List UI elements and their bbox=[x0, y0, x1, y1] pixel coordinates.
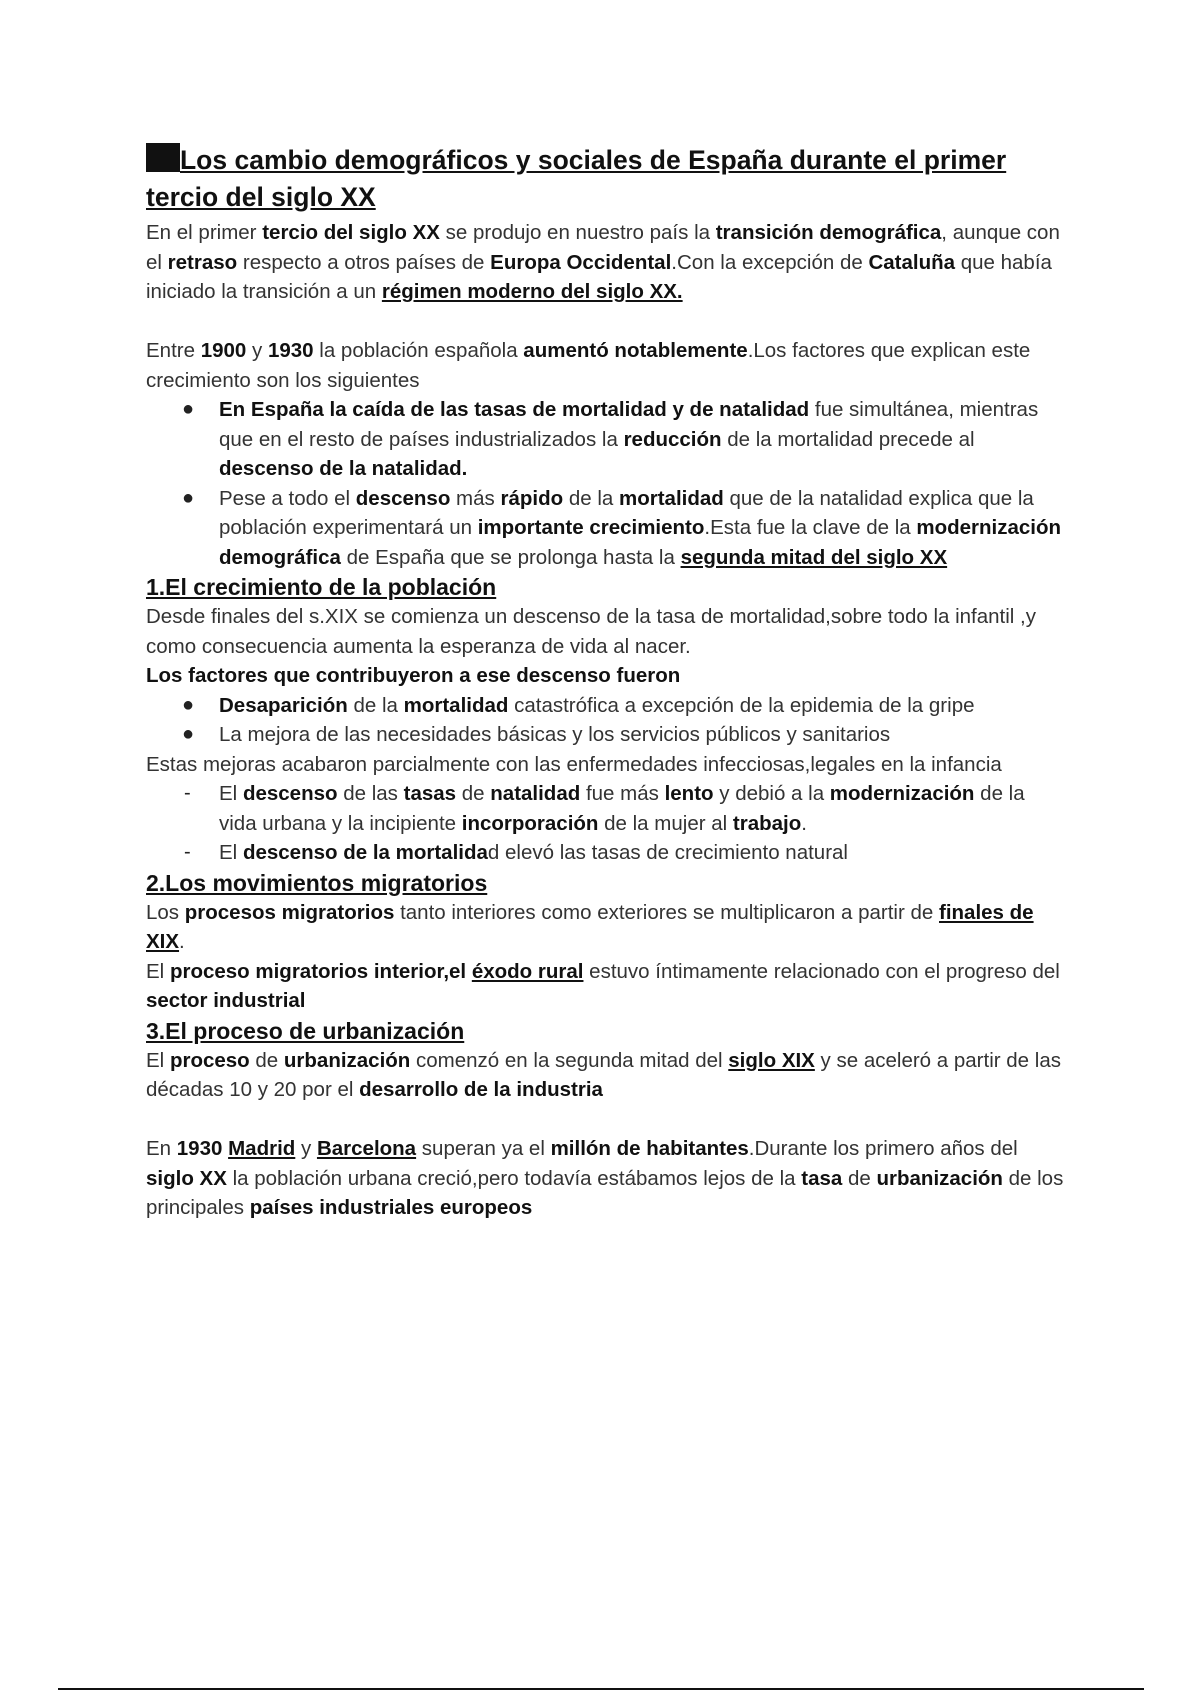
bullet-marker: ● bbox=[182, 693, 195, 716]
population-growth-paragraph: Entre 1900 y 1930 la población española aumentó notablemente.Los factores que explican este crecimiento son los siguientes bbox=[146, 339, 1031, 392]
intro-paragraph: En el primer tercio del siglo XX se produjo en nuestro país la transición demográfica, aunque con el retraso respecto a otros países de Europa Occidental.Con la excepción de Cataluña que había iniciado la transición a un régimen moderno del siglo XX. bbox=[146, 221, 1060, 303]
natality-mortality-dash-list bbox=[146, 779, 1066, 868]
blank-line bbox=[146, 1105, 1066, 1135]
list-item: ● Desaparición de la mortalidad catastrófica a excepción de la epidemia de la gripe bbox=[146, 691, 1066, 721]
list-item: ● Pese a todo el descenso más rápido de la mortalidad que de la natalidad explica que la población experimentará un importante crecimiento.Esta fue la clave de la modernización demográfica de España que se prolonga hasta la segunda mitad del siglo XX bbox=[146, 484, 1066, 573]
list-item: ● En España la caída de las tasas de mortalidad y de natalidad fue simultánea, mientras que en el resto de países industrializados la reducción de la mortalidad precede al descenso de la natalidad. bbox=[146, 395, 1066, 484]
title-text: Los cambio demográficos y sociales de España durante el primer tercio del siglo XX bbox=[146, 145, 1007, 212]
section1-text: Desde finales del s.XIX se comienza un descenso de la tasa de mortalidad,sobre todo la infantil ,y como consecuencia aumenta la esperanza de vida al nacer. bbox=[146, 605, 1036, 658]
bullet-marker: ● bbox=[182, 398, 195, 420]
section-heading-urbanization: 3.El proceso de urbanización bbox=[146, 1017, 465, 1044]
dash-marker: - bbox=[184, 782, 191, 804]
section3-paragraph-2: En 1930 Madrid y Barcelona superan ya el millón de habitantes.Durante los primero años del siglo XX la población urbana creció,pero todavía estábamos lejos de la tasa de urbanización de los principales países industriales europeos bbox=[146, 1137, 1064, 1219]
list-item: - El descenso de la mortalidad elevó las tasas de crecimiento natural bbox=[146, 838, 1066, 868]
mortality-factors-list bbox=[146, 691, 1066, 750]
title-block-marker bbox=[146, 143, 180, 172]
section1-factors-heading: Los factores que contribuyeron a ese descenso fueron bbox=[146, 664, 681, 687]
bullet-marker: ● bbox=[182, 723, 195, 745]
dash-marker: - bbox=[184, 841, 191, 863]
bullet-marker: ● bbox=[182, 486, 195, 509]
growth-factors-list bbox=[146, 395, 1066, 572]
page-bottom-rule bbox=[58, 1688, 1144, 1690]
document-title bbox=[146, 142, 1066, 216]
blank-line bbox=[146, 307, 1066, 337]
document-page bbox=[146, 142, 1066, 1223]
section2-paragraph-2: El proceso migratorios interior,el éxodo rural estuvo íntimamente relacionado con el progreso del sector industrial bbox=[146, 959, 1060, 1012]
list-item: ● La mejora de las necesidades básicas y los servicios públicos y sanitarios bbox=[146, 720, 1066, 750]
section2-paragraph-1: Los procesos migratorios tanto interiores como exteriores se multiplicaron a partir de finales de XIX. bbox=[146, 900, 1034, 953]
section3-paragraph-1: El proceso de urbanización comenzó en la segunda mitad del siglo XIX y se aceleró a partir de las décadas 10 y 20 por el desarrollo de la industria bbox=[146, 1048, 1061, 1101]
list-item: - El descenso de las tasas de natalidad fue más lento y debió a la modernización de la vida urbana y la incipiente incorporación de la mujer al trabajo. bbox=[146, 779, 1066, 838]
section-heading-population-growth: 1.El crecimiento de la población bbox=[146, 574, 497, 600]
section-heading-migrations: 2.Los movimientos migratorios bbox=[146, 869, 488, 896]
improvements-paragraph: Estas mejoras acabaron parcialmente con las enfermedades infecciosas,legales en la infancia bbox=[146, 752, 1002, 776]
